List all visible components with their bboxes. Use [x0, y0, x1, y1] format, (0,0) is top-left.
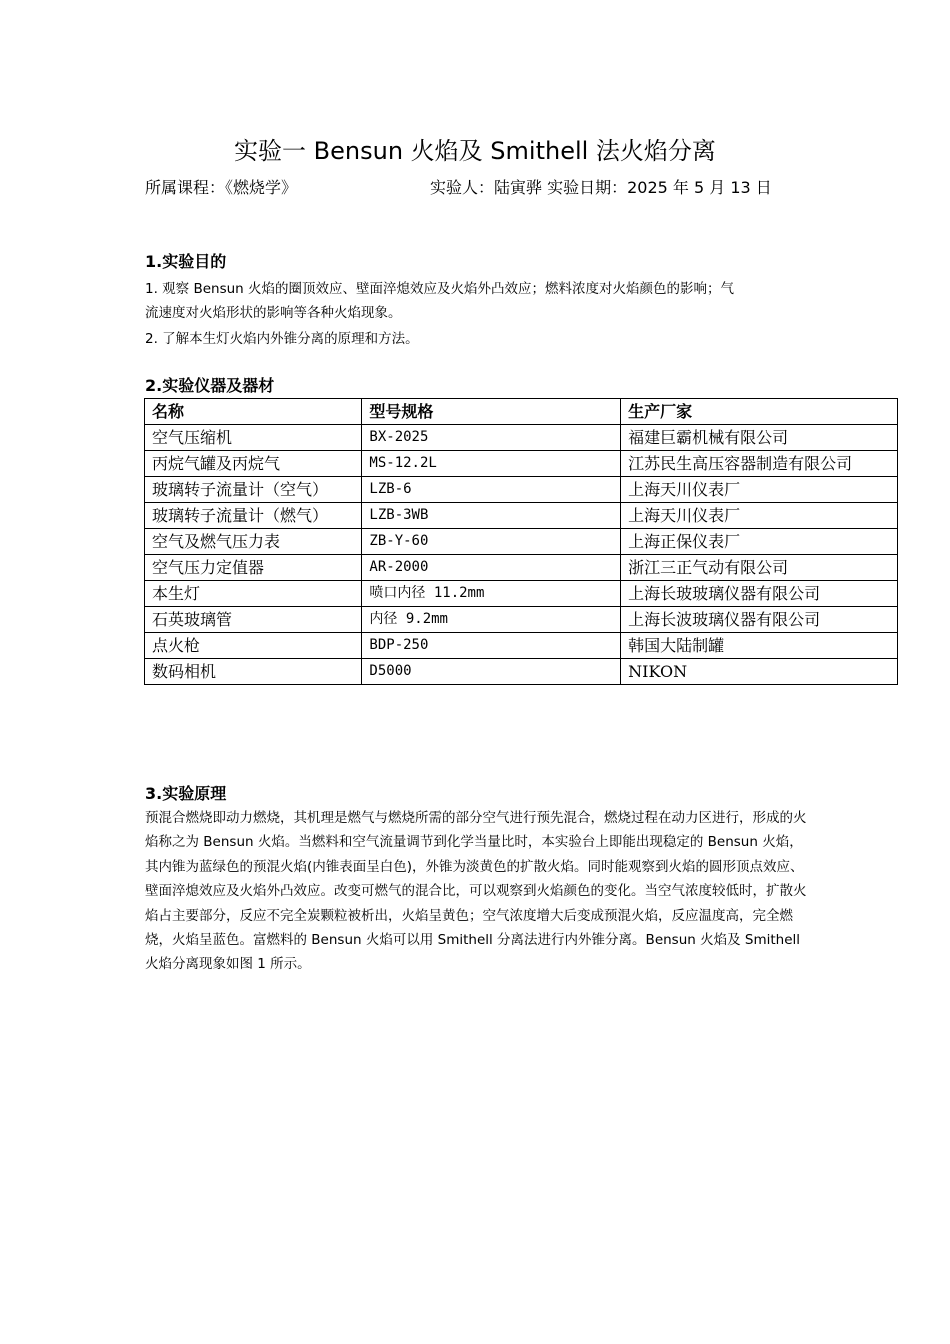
purpose-item-2: 2. 了解本生灯火焰内外锥分离的原理和方法。 [145, 331, 419, 347]
course-label: 所属课程：《燃烧学》 [145, 178, 298, 197]
table-row [145, 503, 898, 529]
equipment-table [144, 398, 898, 685]
table-cell-model: D5000 [362, 659, 621, 685]
table-cell-maker: 上海天川仪表厂 [621, 503, 898, 529]
table-cell-name: 空气及燃气压力表 [145, 529, 362, 555]
table-cell-model: BDP-250 [362, 633, 621, 659]
table-header-cell: 型号规格 [362, 399, 621, 425]
table-header-row [145, 399, 898, 425]
table-cell-model: 内径 9.2mm [362, 607, 621, 633]
table-cell-name: 数码相机 [145, 659, 362, 685]
table-row [145, 633, 898, 659]
table-cell-name: 空气压力定值器 [145, 555, 362, 581]
section-heading-equipment: 2.实验仪器及器材 [145, 376, 275, 395]
table-cell-name: 点火枪 [145, 633, 362, 659]
table-cell-model: 喷口内径 11.2mm [362, 581, 621, 607]
table-header-cell: 生产厂家 [621, 399, 898, 425]
table-cell-model: AR-2000 [362, 555, 621, 581]
table-cell-name: 空气压缩机 [145, 425, 362, 451]
table-cell-maker: NIKON [621, 659, 898, 685]
table-cell-model: LZB-3WB [362, 503, 621, 529]
table-row [145, 529, 898, 555]
table-cell-name: 玻璃转子流量计（燃气） [145, 503, 362, 529]
experimenter-date: 实验人：陆寅骅 实验日期：2025 年 5 月 13 日 [430, 178, 772, 197]
table-cell-maker: 江苏民生高压容器制造有限公司 [621, 451, 898, 477]
table-cell-name: 本生灯 [145, 581, 362, 607]
section-heading-principle: 3.实验原理 [145, 784, 227, 803]
table-row [145, 555, 898, 581]
table-cell-maker: 上海正保仪表厂 [621, 529, 898, 555]
table-cell-model: BX-2025 [362, 425, 621, 451]
table-row [145, 425, 898, 451]
table-cell-maker: 浙江三正气动有限公司 [621, 555, 898, 581]
purpose-item-1: 1. 观察 Bensun 火焰的圈顶效应、壁面淬熄效应及火焰外凸效应；燃料浓度对火焰颜色的影响；气流速度对火焰形状的影响等各种火焰现象。 [145, 281, 735, 322]
table-row [145, 607, 898, 633]
section-heading-purpose: 1.实验目的 [145, 252, 227, 271]
table-header-cell: 名称 [145, 399, 362, 425]
table-cell-maker: 韩国大陆制罐 [621, 633, 898, 659]
principle-paragraph: 预混合燃烧即动力燃烧，其机理是燃气与燃烧所需的部分空气进行预先混合，燃烧过程在动力区进行，形成的火焰称之为 Bensun 火焰。当燃料和空气流量调节到化学当量比时，本实验台上即能出现稳定的 Bensun 火焰，其内锥为蓝绿色的预混火焰(内锥表面呈白色)，外锥为淡黄色的扩散火焰。同时能观察到火焰的圆形顶点效应、壁面淬熄效应及火焰外凸效应。改变可燃气的混合比，可以观察到火焰颜色的变化。当空气浓度较低时，扩散火焰占主要部分，反应不完全炭颗粒被析出，火焰呈黄色；空气浓度增大后变成预混火焰，反应温度高，完全燃烧，火焰呈蓝色。富燃料的 Bensun 火焰可以用 Smithell 分离法进行内外锥分离。Bensun 火焰及 Smithell 火焰分离现象如图 1 所示。 [145, 810, 807, 973]
table-row [145, 477, 898, 503]
document-title: 实验一 Bensun 火焰及 Smithell 法火焰分离 [234, 137, 716, 165]
table-cell-model: MS-12.2L [362, 451, 621, 477]
table-cell-maker: 福建巨霸机械有限公司 [621, 425, 898, 451]
table-cell-name: 石英玻璃管 [145, 607, 362, 633]
table-row [145, 581, 898, 607]
table-cell-model: ZB-Y-60 [362, 529, 621, 555]
table-row [145, 451, 898, 477]
table-row [145, 659, 898, 685]
document-meta [145, 175, 805, 201]
table-cell-maker: 上海长玻玻璃仪器有限公司 [621, 581, 898, 607]
table-cell-name: 玻璃转子流量计（空气） [145, 477, 362, 503]
table-cell-model: LZB-6 [362, 477, 621, 503]
table-cell-name: 丙烷气罐及丙烷气 [145, 451, 362, 477]
table-cell-maker: 上海天川仪表厂 [621, 477, 898, 503]
table-cell-maker: 上海长波玻璃仪器有限公司 [621, 607, 898, 633]
